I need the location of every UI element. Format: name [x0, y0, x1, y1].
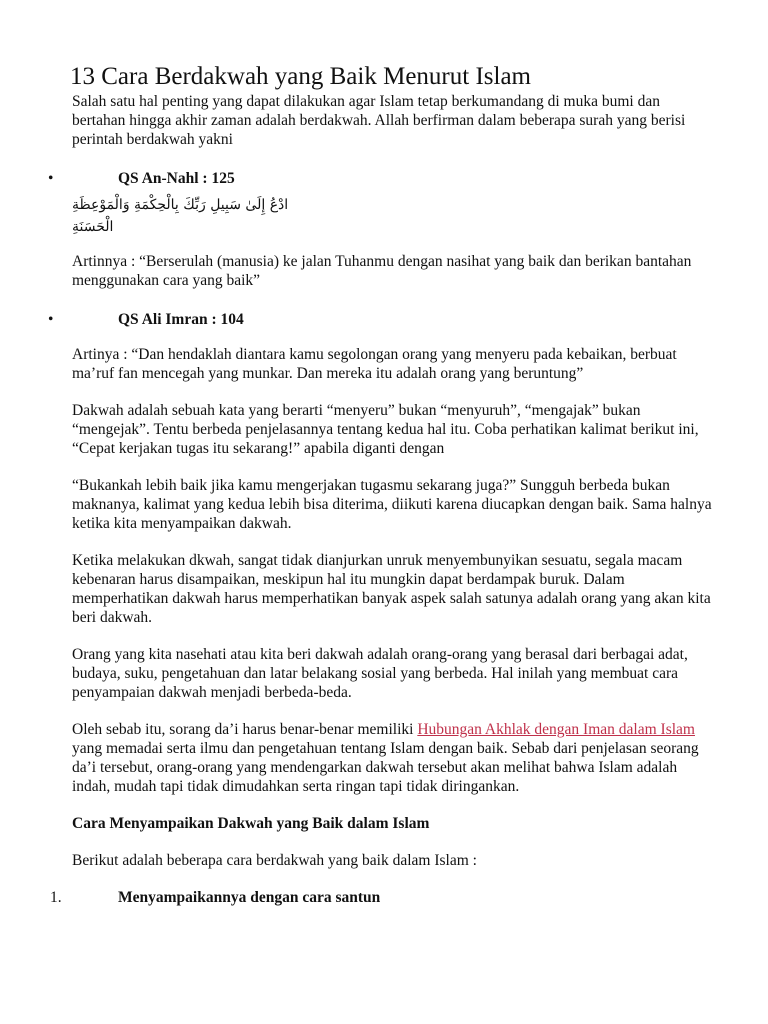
- document-page: [48, 62, 712, 907]
- bullet-qs-an-nahl: [48, 169, 712, 188]
- arabic-verse: ادْعُ إِلَىٰ سَبِيلِ رَبِّكَ بِالْحِكْمَةِ وَالْمَوْعِظَةِ الْحَسَنَةِ: [72, 197, 289, 235]
- bullet-marker: •: [48, 170, 54, 187]
- paragraph: Ketika melakukan dkwah, sangat tidak dianjurkan unruk menyembunyikan sesuatu, segala macam kebenaran harus disampaikan, meskipun hal itu mungkin dapat berdampak buruk. Dalam memperhatikan dakwah harus memperhatikan banyak aspek salah satunya adalah orang yang akan kita beri dakwah.: [72, 552, 711, 626]
- paragraph: Berikut adalah beberapa cara berdakwah yang baik dalam Islam :: [72, 852, 477, 869]
- section-subheading: Cara Menyampaikan Dakwah yang Baik dalam Islam: [72, 815, 430, 832]
- bullet-qs-ali-imran: [48, 310, 712, 329]
- item-label: Menyampaikannya dengan cara santun: [118, 889, 381, 906]
- bullet-label: QS Ali Imran : 104: [118, 311, 244, 328]
- paragraph-text: yang memadai serta ilmu dan pengetahuan tentang Islam dengan baik. Sebab dari penjelasan seorang da’i tersebut, orang-orang yang mendengarkan dakwah tersebut akan melihat bahwa Islam adalah indah, mudah tapi tidak dimudahkan serta ringan tapi tidak diringankan.: [72, 740, 699, 795]
- numbered-item: [50, 888, 712, 907]
- paragraph-with-link: [72, 720, 712, 796]
- article-link[interactable]: Hubungan Akhlak dengan Iman dalam Islam: [417, 721, 695, 738]
- document-title: 13 Cara Berdakwah yang Baik Menurut Islam: [70, 63, 531, 90]
- bullet-label: QS An-Nahl : 125: [118, 170, 235, 187]
- paragraph: “Bukankah lebih baik jika kamu mengerjakan tugasmu sekarang juga?” Sungguh berbeda bukan maknanya, kalimat yang kedua lebih bisa diterima, diikuti karena diucapkan dengan baik. Sama halnya ketika kita menyampaikan dakwah.: [72, 477, 712, 532]
- intro-paragraph: Salah satu hal penting yang dapat dilakukan agar Islam tetap berkumandang di muka bumi dan bertahan hingga akhir zaman adalah berdakwah. Allah berfirman dalam beberapa surah yang berisi perintah berdakwah yakni: [72, 93, 686, 148]
- translation-an-nahl: Artinnya : “Berserulah (manusia) ke jalan Tuhanmu dengan nasihat yang baik dan berikan bantahan menggunakan cara yang baik”: [72, 253, 692, 289]
- paragraph: Orang yang kita nasehati atau kita beri dakwah adalah orang-orang yang berasal dari berbagai adat, budaya, suku, pengetahuan dan latar belakang sosial yang berbeda. Hal inilah yang membuat cara penyampaian dakwah menjadi berbeda-beda.: [72, 646, 688, 701]
- item-number: 1.: [50, 889, 62, 906]
- translation-ali-imran: Artinya : “Dan hendaklah diantara kamu segolongan orang yang menyeru pada kebaikan, berbuat ma’ruf fan mencegah yang munkar. Dan mereka itu adalah orang yang beruntung”: [72, 346, 677, 382]
- bullet-marker: •: [48, 311, 54, 328]
- paragraph-text: Oleh sebab itu, sorang da’i harus benar-benar memiliki: [72, 721, 418, 738]
- paragraph: Dakwah adalah sebuah kata yang berarti “menyeru” bukan “menyuruh”, “mengajak” bukan “mengejak”. Tentu berbeda penjelasannya tentang kedua hal itu. Coba perhatikan kalimat berikut ini, “Cepat kerjakan tugas itu sekarang!” apabila diganti dengan: [72, 402, 699, 457]
